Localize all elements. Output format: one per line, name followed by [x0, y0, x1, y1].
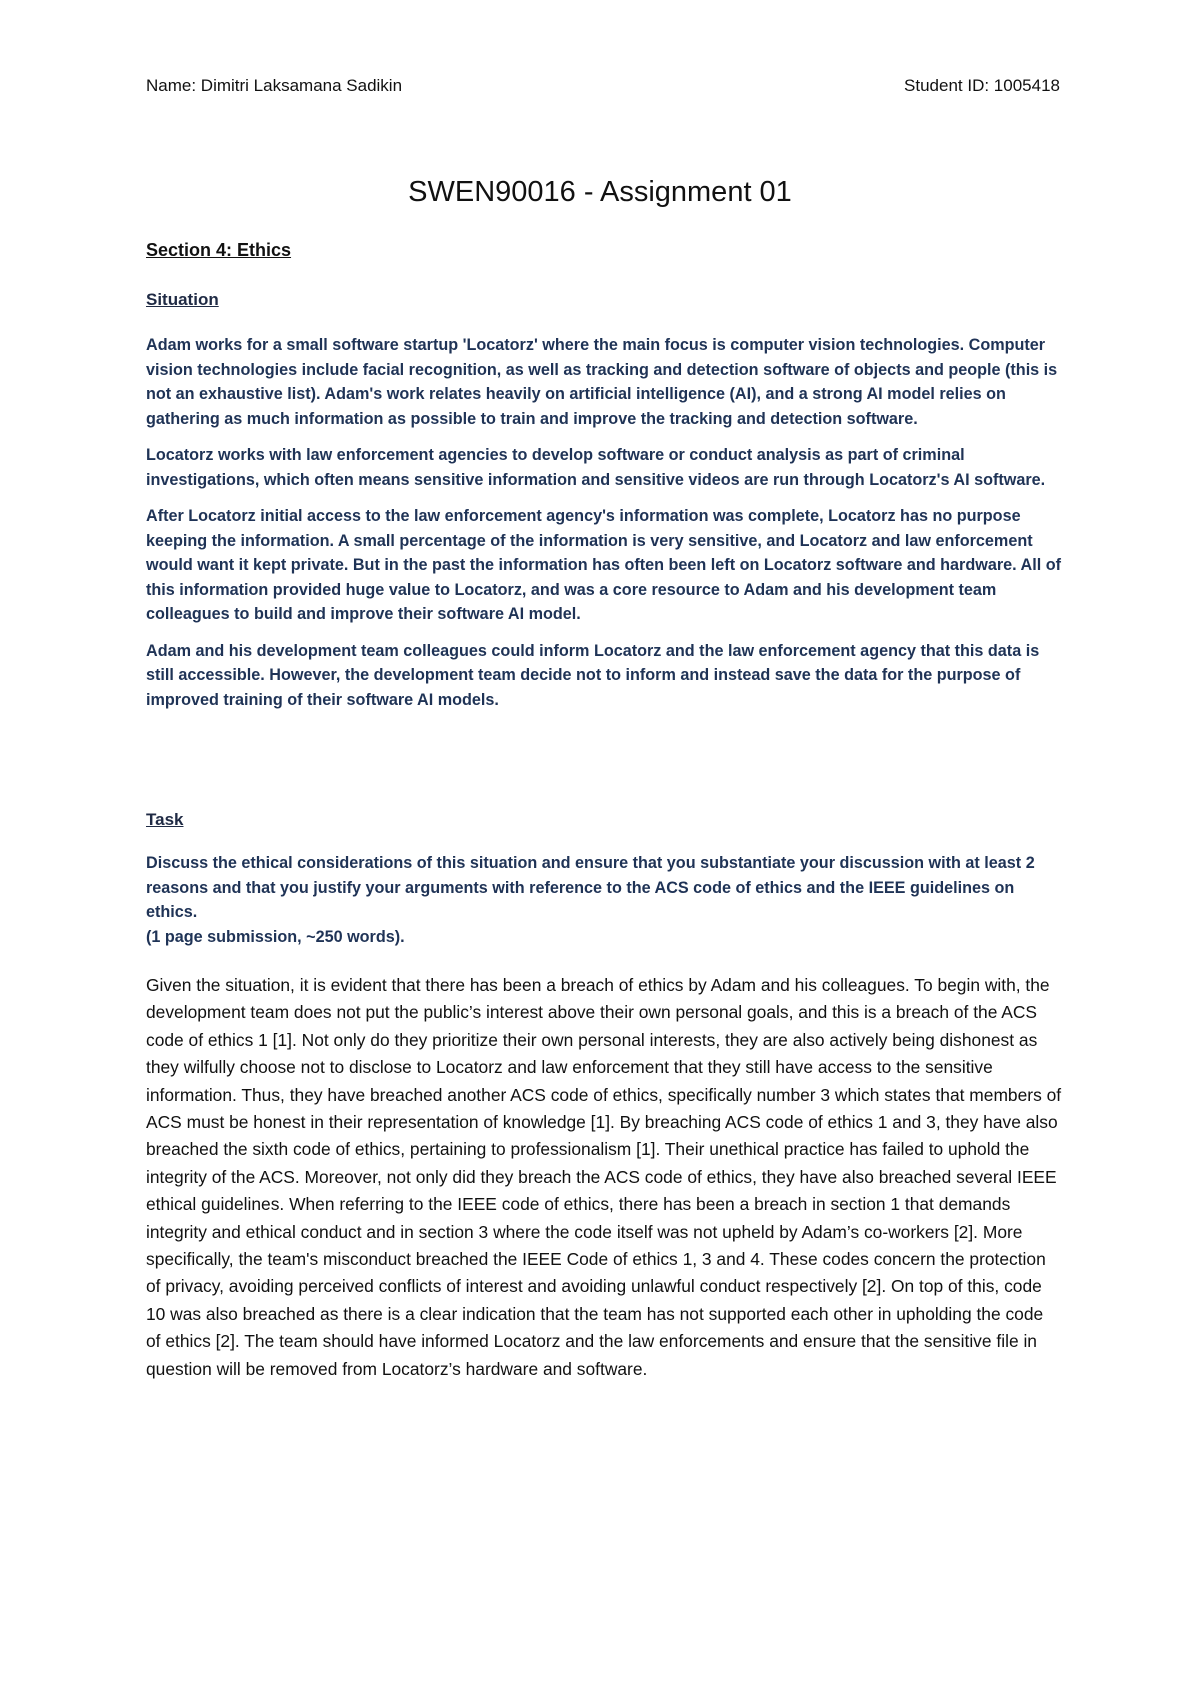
submission-note: (1 page submission, ~250 words).: [146, 927, 405, 946]
student-id: Student ID: 1005418: [904, 76, 1060, 95]
task-instruction: Discuss the ethical considerations of this situation and ensure that you substantiate your discussion with at least 2 reasons and that you justify your arguments with reference to the ACS code of ethics and the IEEE guidelines on ethics.: [146, 854, 1035, 921]
task-text: [146, 851, 1062, 949]
answer-paragraph: Given the situation, it is evident that there has been a breach of ethics by Adam and his colleagues. To begin with, the development team does not put the public’s interest above their own personal goals, and this is a breach of the ACS code of ethics 1 [1]. Not only do they prioritize their own personal interests, they are also actively being dishonest as they wilfully choose not to disclose to Locatorz and law enforcement that they still have access to the sensitive information. Thus, they have breached another ACS code of ethics, specifically number 3 which states that members of ACS must be honest in their representation of knowledge [1]. By breaching ACS code of ethics 1 and 3, they have also breached the sixth code of ethics, pertaining to professionalism [1]. Their unethical practice has failed to uphold the integrity of the ACS. Moreover, not only did they breach the ACS code of ethics, they have also breached several IEEE ethical guidelines. When referring to the IEEE code of ethics, there has been a breach in section 1 that demands integrity and ethical conduct and in section 3 where the code itself was not upheld by Adam’s co-workers [2]. More specifically, the team's misconduct breached the IEEE Code of ethics 1, 3 and 4. These codes concern the protection of privacy, avoiding perceived conflicts of interest and avoiding unlawful conduct respectively [2]. On top of this, code 10 was also breached as there is a clear indication that the team has not supported each other in upholding the code of ethics [2]. The team should have informed Locatorz and the law enforcements and ensure that the sensitive file in question will be removed from Locatorz’s hardware and software.: [146, 975, 1062, 1379]
page-header: [146, 76, 1060, 96]
situation-heading: Situation: [146, 290, 219, 309]
situation-text: [146, 333, 1062, 724]
situation-paragraph: After Locatorz initial access to the law enforcement agency's information was complete, Locatorz has no purpose keeping the information. A small percentage of the information is very sensitive, and Locatorz and law enforcement would want it kept private. But in the past the information has often been left on Locatorz software and hardware. All of this information provided huge value to Locatorz, and was a core resource to Adam and his development team colleagues to build and improve their software AI model.: [146, 507, 1061, 623]
task-heading: Task: [146, 810, 184, 829]
student-name: Name: Dimitri Laksamana Sadikin: [146, 76, 403, 95]
situation-paragraph: Adam works for a small software startup 'Locatorz' where the main focus is computer vision technologies. Computer vision technologies include facial recognition, as well as tracking and detection software of objects and people (this is not an exhaustive list). Adam's work relates heavily on artificial intelligence (AI), and a strong AI model relies on gathering as much information as possible to train and improve the tracking and detection software.: [146, 336, 1058, 428]
section-heading: Section 4: Ethics: [146, 240, 292, 260]
document-title: SWEN90016 - Assignment 01: [408, 176, 792, 208]
answer-body: [146, 972, 1062, 1383]
situation-paragraph: Locatorz works with law enforcement agencies to develop software or conduct analysis as part of criminal investigations, which often means sensitive information and sensitive videos are run through Locatorz's AI software.: [146, 446, 1046, 489]
situation-paragraph: Adam and his development team colleagues could inform Locatorz and the law enforcement agency that this data is still accessible. However, the development team decide not to inform and instead save the data for the purpose of improved training of their software AI models.: [146, 641, 1040, 709]
